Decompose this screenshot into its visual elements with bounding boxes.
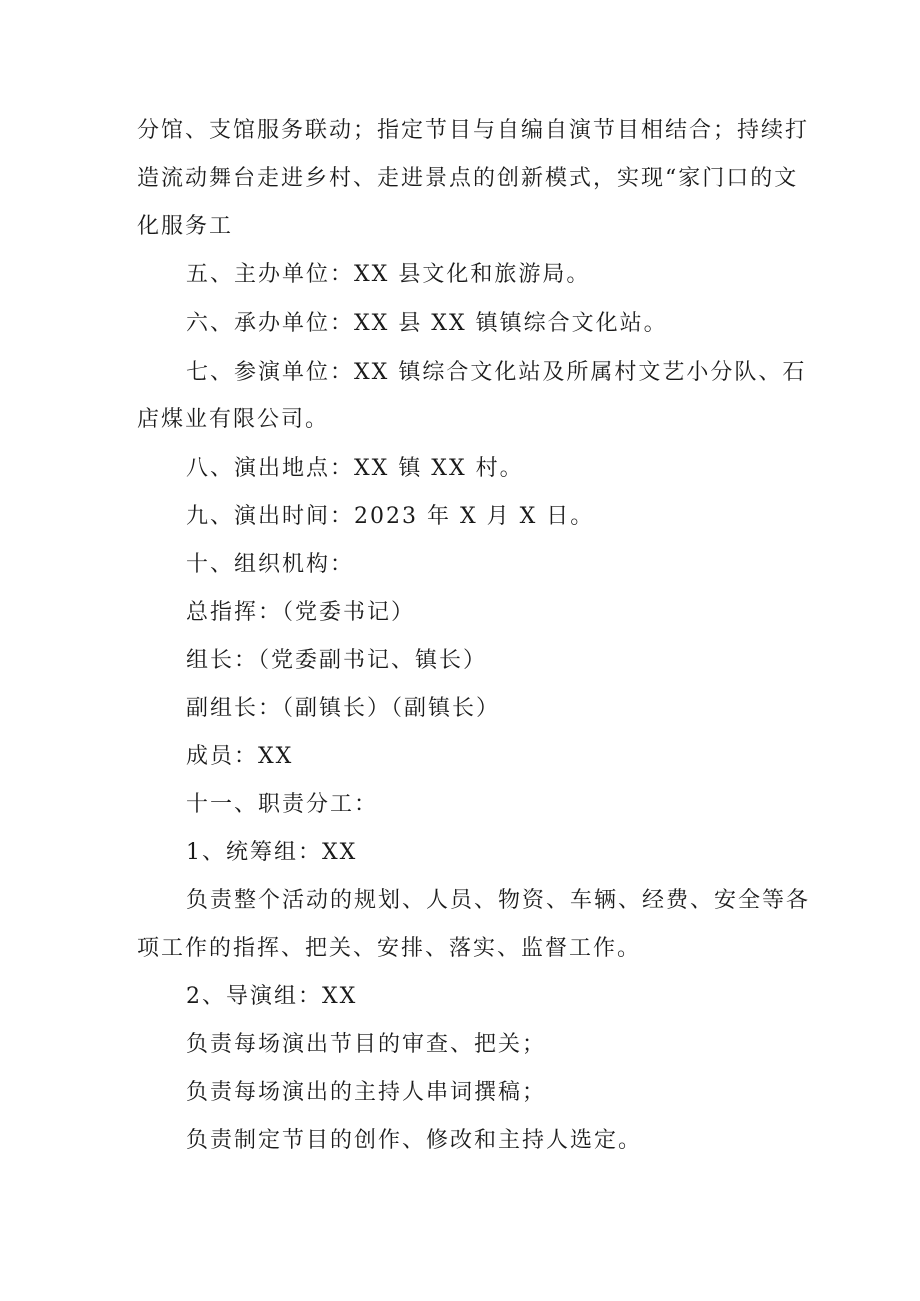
text-line: 2、导演组：XX xyxy=(186,984,358,1009)
text-line: 造流动舞台走进乡村、走进景点的创新模式，实现“家门口的文 xyxy=(137,166,799,191)
text-line: 项工作的指挥、把关、安排、落实、监督工作。 xyxy=(137,936,642,961)
text-line: 八、演出地点：XX 镇 XX 村。 xyxy=(186,456,524,481)
text-line: 化服务工 xyxy=(137,214,234,239)
text-line: 1、统筹组：XX xyxy=(186,840,358,865)
text-line: 分馆、支馆服务联动；指定节目与自编自演节目相结合；持续打 xyxy=(137,118,810,143)
text-line: 副组长：（副镇长）（副镇长） xyxy=(186,696,501,721)
text-line: 五、主办单位：XX 县文化和旅游局。 xyxy=(186,262,591,287)
text-line: 十一、职责分工： xyxy=(186,792,379,817)
text-line: 负责整个活动的规划、人员、物资、车辆、经费、安全等各 xyxy=(186,888,811,913)
text-line: 九、演出时间：2023 年 X 月 X 日。 xyxy=(186,504,595,529)
text-line: 十、组织机构： xyxy=(186,552,355,577)
text-line: 七、参演单位：XX 镇综合文化站及所属村文艺小分队、石 xyxy=(186,360,807,385)
text-line: 负责每场演出节目的审查、把关； xyxy=(186,1032,547,1057)
text-line: 店煤业有限公司。 xyxy=(137,407,330,432)
text-line: 总指挥：（党委书记） xyxy=(186,600,416,625)
text-line: 组长：（党委副书记、镇长） xyxy=(186,648,488,673)
text-line: 成员：XX xyxy=(186,744,294,769)
text-line: 负责制定节目的创作、修改和主持人选定。 xyxy=(186,1128,643,1153)
text-line: 六、承办单位：XX 县 XX 镇镇综合文化站。 xyxy=(186,311,668,336)
text-line: 负责每场演出的主持人串词撰稿； xyxy=(186,1080,547,1105)
